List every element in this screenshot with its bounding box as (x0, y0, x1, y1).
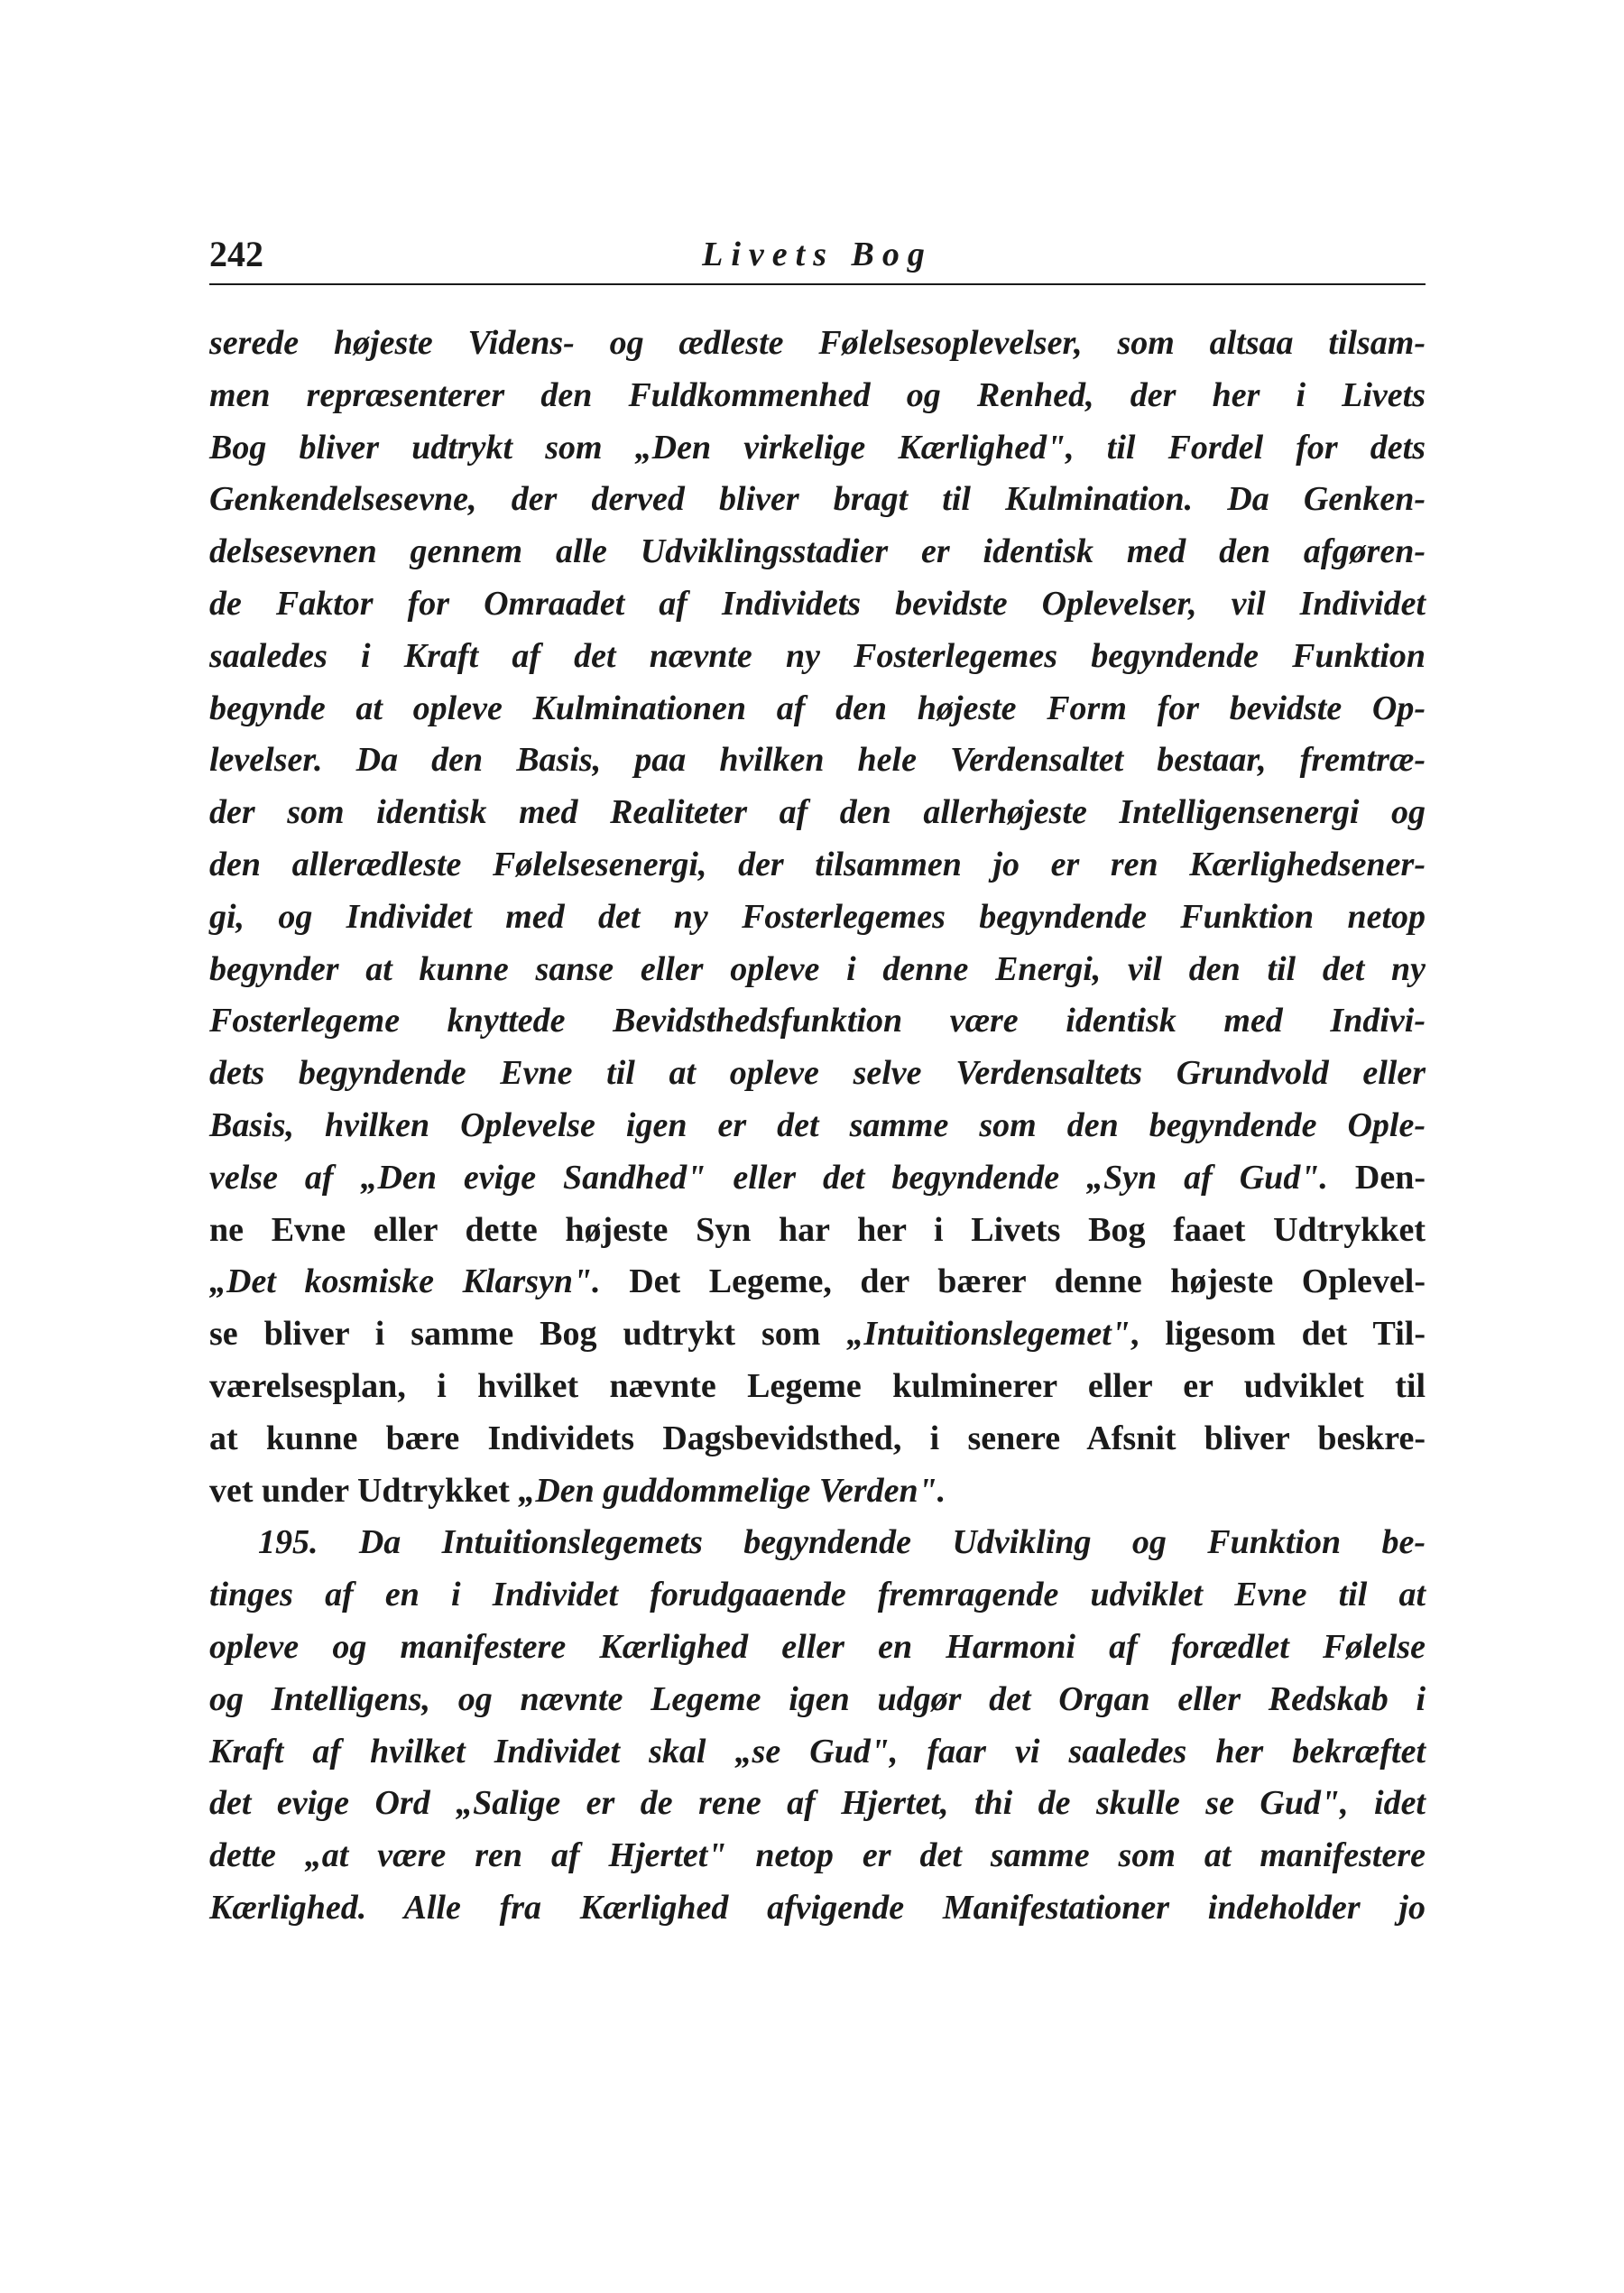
text-segment: begynde at opleve Kulminationen af den højeste Form for bevidste Op- (209, 689, 1426, 727)
text-segment: Basis, hvilken Oplevelse igen er det samme som den begyndende Ople- (209, 1105, 1426, 1144)
text-line (209, 422, 1426, 475)
text-segment-roman: , ligesom det Til- (1130, 1315, 1426, 1354)
text-segment-italic: „Intuitionslegemet" (846, 1315, 1130, 1354)
text-line (209, 1517, 1426, 1569)
text-segment: Fosterlegeme knyttede Bevidsthedsfunktion være identisk med Indivi- (209, 1002, 1426, 1040)
text-line (209, 1152, 1426, 1205)
text-segment: at kunne bære Individets Dagsbevidsthed, i senere Afsnit bliver beskre- (209, 1419, 1426, 1457)
text-segment: den allerædleste Følelsesenergi, der tilsammen jo er ren Kærlighedsener- (209, 845, 1426, 883)
text-line (209, 995, 1426, 1048)
header-rule (209, 283, 1426, 285)
text-line (209, 1465, 1426, 1518)
text-segment-roman: Den- (1327, 1158, 1426, 1197)
text-segment: Kraft af hvilket Individet skal „se Gud", faar vi saaledes her bekræftet (209, 1732, 1426, 1771)
text-line (209, 1205, 1426, 1257)
text-segment: levelser. Da den Basis, paa hvilken hele Verdensaltet bestaar, fremtræ- (209, 741, 1426, 780)
text-line (209, 735, 1426, 787)
text-segment: men repræsenterer den Fuldkommenhed og Renhed, der her i Livets (209, 375, 1426, 414)
text-line (209, 839, 1426, 892)
text-line (209, 1256, 1426, 1308)
text-line (209, 1308, 1426, 1361)
text-segment: begynder at kunne sanse eller opleve i denne Energi, vil den til det ny (209, 949, 1426, 988)
text-line (209, 526, 1426, 578)
text-segment-roman: Det Legeme, der bærer denne højeste Oplevel- (600, 1262, 1426, 1301)
text-segment: se bliver i samme Bog udtrykt som (209, 1315, 847, 1354)
text-line (209, 1569, 1426, 1622)
text-line (209, 474, 1426, 526)
text-segment: tinges af en i Individet forudgaaende fremragende udviklet Evne til at (209, 1576, 1426, 1614)
text-segment: delsesevnen gennem alle Udviklingsstadier er identisk med den afgøren- (209, 532, 1426, 571)
text-segment: der som identisk med Realiteter af den allerhøjeste Intelligensenergi og (209, 793, 1426, 832)
text-segment: Kærlighed. Alle fra Kærlighed afvigende Manifestationer indeholder jo (209, 1888, 1426, 1927)
text-segment: Bog bliver udtrykt som „Den virkelige Kærlighed", til Fordel for dets (209, 428, 1426, 467)
text-segment: Genkendelsesevne, der derved bliver bragt til Kulmination. Da Genken- (209, 480, 1426, 519)
text-line (209, 631, 1426, 683)
text-segment: saaledes i Kraft af det nævnte ny Fosterlegemes begyndende Funktion (209, 636, 1426, 675)
running-head (209, 227, 1426, 282)
text-segment: serede højeste Videns- og ædleste Følelsesoplevelser, som altsaa tilsam- (209, 324, 1426, 362)
text-segment: „Det kosmiske Klarsyn". (209, 1262, 601, 1301)
text-line (209, 318, 1426, 370)
text-line (209, 1361, 1426, 1413)
text-line (209, 683, 1426, 735)
text-line (209, 1413, 1426, 1465)
text-line (209, 1048, 1426, 1100)
text-segment: vet under Udtrykket (209, 1471, 519, 1510)
running-title: Livets Bog (702, 236, 933, 273)
text-line (209, 370, 1426, 422)
text-segment-italic: „Den guddommelige Verden". (518, 1471, 946, 1510)
text-segment: ne Evne eller dette højeste Syn har her i Livets Bog faaet Udtrykket (209, 1210, 1426, 1249)
text-line (209, 892, 1426, 944)
text-line (209, 1622, 1426, 1674)
body-text (209, 318, 1426, 1935)
text-line (209, 1726, 1426, 1779)
text-line (209, 944, 1426, 996)
text-segment: det evige Ord „Salige er de rene af Hjertet, thi de skulle se Gud", idet (209, 1784, 1426, 1823)
text-segment: 195. Da Intuitionslegemets begyndende Udvikling og Funktion be- (258, 1523, 1426, 1562)
text-segment: opleve og manifestere Kærlighed eller en Harmoni af forædlet Følelse (209, 1627, 1426, 1666)
text-line (209, 1674, 1426, 1726)
text-segment: og Intelligens, og nævnte Legeme igen udgør det Organ eller Redskab i (209, 1679, 1426, 1718)
text-segment: velse af „Den evige Sandhed" eller det begyndende „Syn af Gud". (209, 1158, 1328, 1197)
text-segment: gi, og Individet med det ny Fosterlegemes begyndende Funktion netop (209, 897, 1426, 936)
text-segment: dets begyndende Evne til at opleve selve Verdensaltets Grundvold eller (209, 1054, 1426, 1093)
text-line (209, 1830, 1426, 1882)
text-line (209, 1778, 1426, 1830)
page-number: 242 (209, 234, 263, 274)
text-line (209, 578, 1426, 631)
text-line (209, 787, 1426, 839)
text-segment: dette „at være ren af Hjertet" netop er det samme som at manifestere (209, 1836, 1426, 1875)
text-segment: de Faktor for Omraadet af Individets bevidste Oplevelser, vil Individet (209, 584, 1426, 623)
text-segment: værelsesplan, i hvilket nævnte Legeme kulminerer eller er udviklet til (209, 1366, 1426, 1405)
text-line (209, 1100, 1426, 1152)
text-line (209, 1882, 1426, 1935)
